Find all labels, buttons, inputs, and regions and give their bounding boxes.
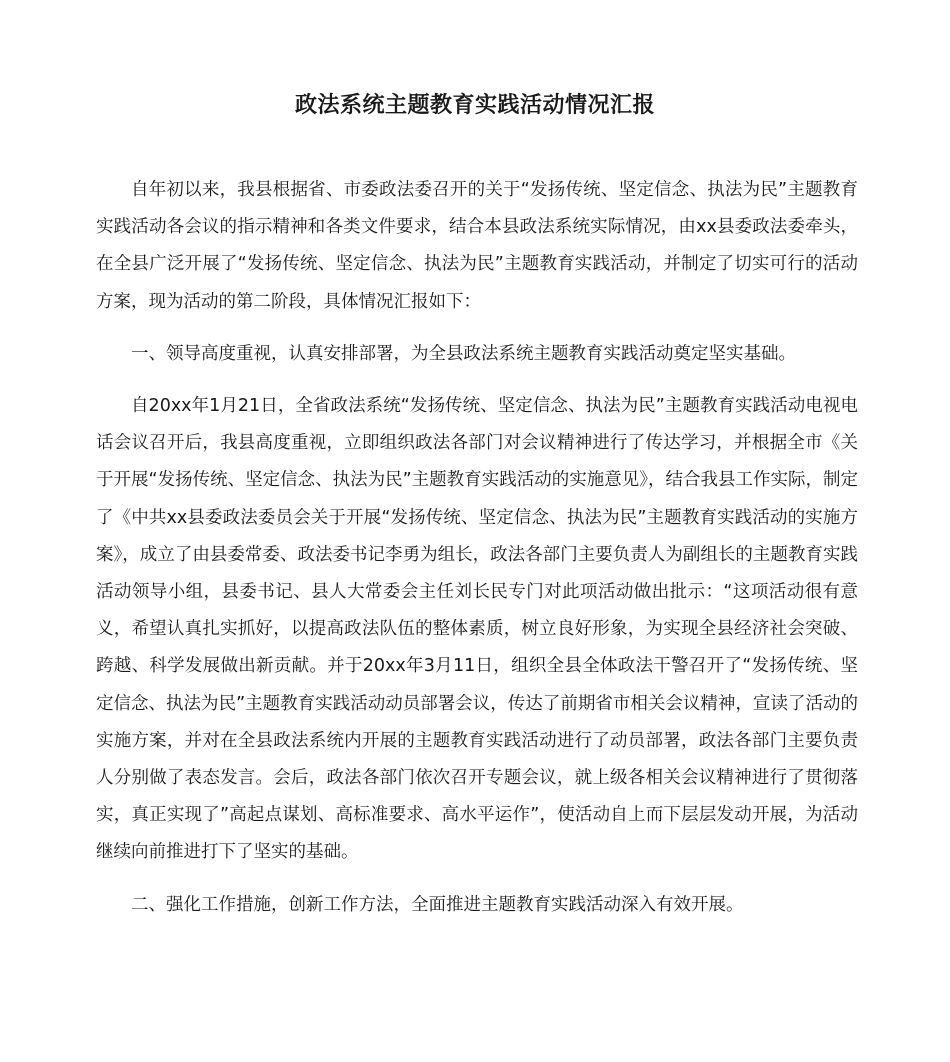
body-paragraph: 自20xx年1月21日，全省政法系统“发扬传统、坚定信念、执法为民”主题教育实践活动电视电话会议召开后，我县高度重视，立即组织政法各部门对会议精神进行了传达学习，并根据全市《关于开展“发扬传统、坚定信念、执法为民”主题教育实践活动的实施意见》，结合我县工作实际，制定了《中共xx县委政法委员会关于开展“发扬传统、坚定信念、执法为民”主题教育实践活动的实施方案》，成立了由县委常委、政法委书记李勇为组长，政法各部门主要负责人为副组长的主题教育实践活动领导小组，县委书记、县人大常委会主任刘长民专门对此项活动做出批示：“这项活动很有意义，希望认真扎实抓好，以提高政法队伍的整体素质，树立良好形象，为实现全县经济社会突破、跨越、科学发展做出新贡献。并于20xx年3月11日，组织全县全体政法干警召开了“发扬传统、坚定信念、执法为民”主题教育实践活动动员部署会议，传达了前期省市相关会议精神，宣读了活动的实施方案，并对在全县政法系统内开展的主题教育实践活动进行了动员部署，政法各部门主要负责人分别做了表态发言。会后，政法各部门依次召开专题会议，就上级各相关会议精神进行了贯彻落实，真正实现了”高起点谋划、高标准要求、高水平运作”，使活动自上而下层层发动开展，为活动继续向前推进打下了坚实的基础。: [96, 396, 858, 863]
section-heading-2: 二、强化工作措施，创新工作方法，全面推进主题教育实践活动深入有效开展。: [131, 894, 744, 915]
section-heading-1: 一、领导高度重视，认真安排部署，为全县政法系统主题教育实践活动奠定坚实基础。: [131, 343, 796, 364]
document-body: [96, 172, 858, 924]
document-title: 政法系统主题教育实践活动情况汇报: [294, 93, 655, 118]
intro-paragraph: 自年初以来，我县根据省、市委政法委召开的关于“发扬传统、坚定信念、执法为民”主题教育实践活动各会议的指示精神和各类文件要求，结合本县政法系统实际情况，由xx县委政法委牵头，在全县广泛开展了“发扬传统、坚定信念、执法为民”主题教育实践活动，并制定了切实可行的活动方案，现为活动的第二阶段，具体情况汇报如下：: [96, 180, 858, 312]
